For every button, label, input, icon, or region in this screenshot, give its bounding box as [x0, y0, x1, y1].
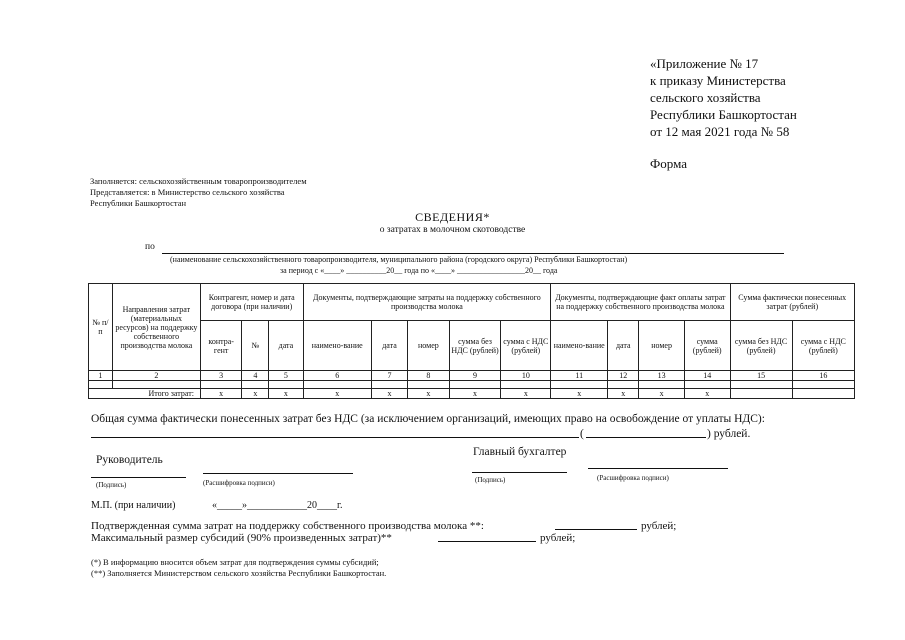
total-cell: х — [501, 389, 551, 399]
subheader-cell: сумма с НДС (рублей) — [501, 321, 551, 371]
date-line[interactable]: «_____»____________20____г. — [212, 500, 343, 511]
header-direction: Направления затрат (материальных ресурсов) на поддержку собственного производства молока — [112, 284, 200, 371]
header-contractor-group: Контрагент, номер и дата договора (при наличии) — [200, 284, 303, 321]
table-row[interactable] — [89, 381, 855, 389]
total-cell: х — [639, 389, 685, 399]
total-sum-open: ( — [580, 428, 584, 440]
total-cell: х — [408, 389, 449, 399]
subheader-cell: наимено-вание — [551, 321, 608, 371]
subheader-cell: № — [242, 321, 269, 371]
appendix-line: от 12 мая 2021 года № 58 — [650, 124, 790, 139]
fill-info-line: Республики Башкортостан — [90, 198, 187, 208]
max-subsidy-unit: рублей; — [540, 532, 576, 544]
head-signature-caption: (Подпись) — [96, 481, 127, 489]
column-numbers-row — [89, 371, 855, 381]
confirmed-amount-line[interactable] — [555, 529, 637, 530]
column-number: 8 — [408, 371, 449, 381]
stamp-label: М.П. (при наличии) — [91, 500, 176, 511]
column-number: 7 — [371, 371, 407, 381]
document-title: СВЕДЕНИЯ* — [415, 210, 490, 224]
fill-info-line: Представляется: в Министерство сельского хозяйства — [90, 187, 285, 197]
producer-name-line[interactable] — [162, 253, 784, 254]
total-cell[interactable] — [792, 389, 854, 399]
total-cell: х — [608, 389, 639, 399]
accountant-signature-caption: (Подпись) — [475, 476, 506, 484]
total-sum-text: Общая сумма фактически понесенных затрат без НДС (за исключением организаций, имеющих право на освобождение от уплаты НДС): — [91, 413, 765, 425]
column-number: 6 — [303, 371, 371, 381]
header-num: № п/ п — [89, 284, 113, 371]
column-number: 12 — [608, 371, 639, 381]
head-decoding-caption: (Расшифровка подписи) — [203, 479, 275, 487]
chief-accountant-label: Главный бухгалтер — [473, 446, 567, 458]
subheader-cell: номер — [639, 321, 685, 371]
total-cell: х — [303, 389, 371, 399]
subheader-cell: сумма без НДС (рублей) — [730, 321, 792, 371]
head-label: Руководитель — [96, 454, 163, 466]
producer-caption: (наименование сельскохозяйственного товаропроизводителя, муниципального района (городского округа) Республики Башкортостан) — [170, 255, 628, 264]
appendix-line: Республики Башкортостан — [650, 107, 797, 122]
subheader-cell: наимено-вание — [303, 321, 371, 371]
form-label: Форма — [650, 156, 687, 171]
total-sum-words-line[interactable] — [91, 437, 579, 438]
total-cell: х — [371, 389, 407, 399]
po-label: по — [145, 242, 155, 252]
column-number: 11 — [551, 371, 608, 381]
appendix-line: «Приложение № 17 — [650, 56, 759, 71]
total-cell: х — [200, 389, 241, 399]
total-cell: х — [684, 389, 730, 399]
total-sum-suffix: ) рублей. — [707, 428, 751, 440]
header-payment-group: Документы, подтверждающие факт оплаты затрат на поддержку собственного производства молока — [551, 284, 730, 321]
max-subsidy-label: Максимальный размер субсидий (90% произведенных затрат)** — [91, 532, 392, 544]
costs-table — [88, 283, 855, 399]
appendix-line: к приказу Министерства — [650, 73, 786, 88]
subheader-cell: дата — [371, 321, 407, 371]
total-cell[interactable] — [730, 389, 792, 399]
fill-info-line: Заполняется: сельскохозяйственным товаропроизводителем — [90, 176, 307, 186]
column-number: 10 — [501, 371, 551, 381]
total-cell: х — [449, 389, 501, 399]
column-number: 4 — [242, 371, 269, 381]
subheader-cell: номер — [408, 321, 449, 371]
fill-info — [90, 176, 307, 209]
column-number: 5 — [269, 371, 303, 381]
appendix-line: сельского хозяйства — [650, 90, 761, 105]
subheader-cell: сумма (рублей) — [684, 321, 730, 371]
confirmed-amount-unit: рублей; — [641, 520, 677, 532]
column-number: 13 — [639, 371, 685, 381]
total-cell: х — [551, 389, 608, 399]
column-number: 9 — [449, 371, 501, 381]
subheader-cell: сумма без НДС (рублей) — [449, 321, 501, 371]
total-cell: х — [269, 389, 303, 399]
column-number: 16 — [792, 371, 854, 381]
total-row — [89, 389, 855, 399]
document-subtitle: о затратах в молочном скотоводстве — [379, 225, 526, 235]
appendix-block — [650, 55, 797, 140]
column-number: 3 — [200, 371, 241, 381]
head-decoding-line[interactable] — [203, 473, 353, 474]
total-cell: х — [242, 389, 269, 399]
accountant-decoding-line[interactable] — [588, 468, 728, 469]
max-subsidy-line[interactable] — [438, 541, 536, 542]
column-number: 2 — [112, 371, 200, 381]
header-docs-group: Документы, подтверждающие затраты на поддержку собственного производства молока — [303, 284, 551, 321]
accountant-decoding-caption: (Расшифровка подписи) — [597, 474, 669, 482]
subheader-cell: дата — [608, 321, 639, 371]
subheader-cell: контра-гент — [200, 321, 241, 371]
column-number: 1 — [89, 371, 113, 381]
footnote: (**) Заполняется Министерством сельского хозяйства Республики Башкортостан. — [91, 568, 387, 578]
confirmed-amount-label: Подтвержденная сумма затрат на поддержку собственного производства молока **: — [91, 520, 484, 532]
column-number: 15 — [730, 371, 792, 381]
accountant-signature-line[interactable] — [472, 472, 567, 473]
footnote: (*) В информацию вносится объем затрат для подтверждения суммы субсидий; — [91, 557, 379, 567]
subheader-cell: сумма с НДС (рублей) — [792, 321, 854, 371]
head-signature-line[interactable] — [91, 477, 186, 478]
header-actual-group: Сумма фактически понесенных затрат (рублей) — [730, 284, 855, 321]
subheader-cell: дата — [269, 321, 303, 371]
column-number: 14 — [684, 371, 730, 381]
total-label: Итого затрат: — [89, 389, 201, 399]
total-sum-amount-line[interactable] — [586, 437, 706, 438]
period-line[interactable]: за период с «____» __________20__ года по «____» _________________20__ года — [280, 266, 558, 275]
